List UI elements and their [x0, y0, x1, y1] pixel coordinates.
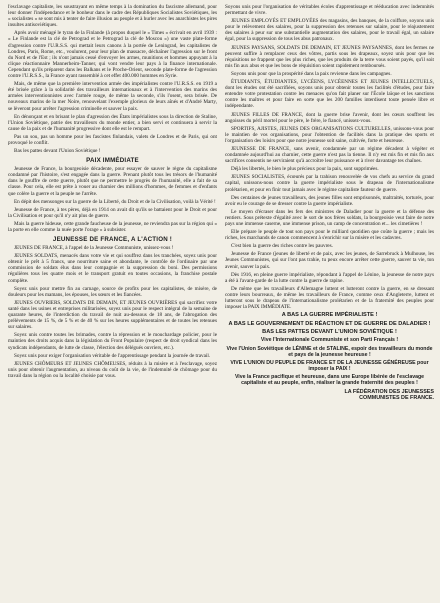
- paragraph: Mais la guerre hideuse, cette grande faucheuse de la jeunesse, ne reviendra pas sur la région qui « la porte en elle comme la nuée porte l'orage » à subsister.: [8, 220, 217, 233]
- paragraph: Déjà les libertés, le bien le plus précieux pour la paix, sont supprimées.: [231, 166, 379, 173]
- paragraph: JEUNES SOCIALISTES, écœurés par la trahison renouvelée de vos chefs au service du grand capital, unissons-nous contre la guerre impérialiste sous le drapeau de l'internationalisme prolétarien, et pour en finir tout jamais avec le régime capitaliste fauteur de guerre.: [225, 174, 434, 193]
- appeals-section: [225, 4, 434, 310]
- viva-line: Vive l'Union Soviétique de LÉNINE et de STALINE, espoir des travailleurs du monde et pays de la jeunesse heureuse !: [226, 345, 433, 358]
- slogan: A BAS LE GOUVERNEMENT DE RÉACTION ET DE GUERRE DE DALADIER !: [228, 320, 431, 327]
- intro-section: [8, 4, 217, 154]
- paragraph: JEUNES EMPLOYÉS ET EMPLOYÉES des magasins, des banques, de la coiffure, soyons unis pour le relèvement des salaires, pour la suppression des retenues sur salaire, pour le réajustement des salaires à peur sur une substantielle augmentation des salaires, pour le travail égal, un salaire égal, pour la suppression de tous les abus patronaux.: [225, 18, 434, 43]
- paragraph: Soyez unis pour exiger l'organisation véritable de l'apprentissage pendant la journée de travail.: [14, 352, 211, 359]
- paragraph: JEUNESSE DE FRANCE, sans avenir, condamnée par un régime décadent à végéter et condamnée aujourd'hui au charnier, cette guerre n'est pas la tienne. Il n'y est mis fin et mis fin aux sacrifices consentis ne serviraient qu'à accroître leur puissance et à river davantage tes chaînes.: [225, 145, 434, 165]
- slogans: [225, 312, 434, 335]
- left-column: [8, 4, 217, 601]
- paragraph: Bas les pattes devant l'Union Soviétique !: [14, 148, 101, 155]
- paragraph: C'est bien la guerre des riches contre les pauvres.: [231, 243, 333, 250]
- viva-line: Vive l'Internationale Communiste et son Parti Français !: [260, 337, 399, 344]
- slogan: A BAS LA GUERRE IMPÉRIALISTE !: [281, 312, 378, 319]
- signature-line: COMMUNISTES DE FRANCE.: [359, 395, 434, 402]
- signature-line: LA FÉDÉRATION DES JEUNESSES: [344, 389, 434, 396]
- paragraph: Dès 1916, en pleine guerre impérialiste, répondant à l'appel de Lénine, la jeunesse de notre pays a été à l'avant-garde de la lutte contre la guerre de rapine.: [225, 271, 434, 284]
- right-column: [225, 4, 434, 601]
- paragraph: JEUNES DE FRANCE, à l'appel de la Jeunesse Communiste, unissez-vous !: [14, 245, 174, 252]
- paix-section: [8, 166, 217, 233]
- paragraph: Jeunesse de France, la bourgeoisie décadente, pour essayer de sauver le règne du capitalisme condamné par l'histoire, s'est engagée dans la guerre. Prenant plutôt tous les trésors de l'humanité dans le gouffre de cette guerre, plutôt que ne permettre le progrès de l'humanité, elle a fait de sa classe. Pour cela, elle est prête à vouer au charnier des millions d'hommes, de femmes et d'enfants que colère la guerre et la peuple ne l'arrête.: [8, 166, 217, 197]
- paragraph: Soyez unis pour mettre fin au carnage, source de profits pour les capitalistes, de misère, de douleurs pour les mamans, les épouses, les sœurs et les fiancées.: [8, 285, 217, 298]
- paragraph: JEUNES SOLDATS, menacés dans votre vie et qui souffrez dans les tranchées, soyez unis pour obtenir le prêt à 5 francs, une nourriture saine et abondante, le contrôle de l'ordinaire par une commission de soldats élus dans leur compagnie et la suppression du boni. Des permissions régulières tous les quatre mois et le transport gratuit en toutes occasions, la franchise postale complète.: [8, 253, 217, 284]
- slogan: BAS LES PATTES DEVANT L'UNION SOVIÉTIQUE !: [262, 329, 397, 336]
- viva-line: Vive la France pacifique et heureuse, dans une Europe libérée de l'esclavage capitaliste et au peuple, enfin, réaliser la grande fraternité des peuples !: [234, 373, 425, 386]
- paragraph: Elle prépare le peuple de tout son pays pour le milliard quotidien que coûte la guerre ; mais les riches, les marchands de canon commencent à s'enrichir sur la misère et les cadavres.: [225, 229, 434, 242]
- paragraph: En dénonçant et en brisant le plan d'agression des États impérialistes sous la direction de Staline, l'Union Soviétique, patrie des travailleurs du monde entier, a bien servi et continuera à servir la cause de la paix et de l'humanité progressive dont elle est le rempart.: [8, 113, 217, 132]
- paragraph: l'esclavage capitaliste, les soustrayant en même temps à la domination du fascisme allemand, pour leur donner l'indépendance et le bonheur dans le cadre des Républiques Socialistes Soviétiques, les « socialistes » se sont mis à tenter de faire illusion au peuple et à hurler avec les anarchistes les pires insultes antisoviétiques.: [8, 4, 217, 29]
- viva-lines: [225, 337, 434, 386]
- paragraph: Jeunesse de France (jeunes de liberté et de paix, avec les jeunes, de Sarrebruck à Mulhouse, les Jeunes Communistes, qui sur l'ont pas trahie, tu peux encore arrêter cette guerre, sauver ta vie, ton avenir, sauver la paix.: [225, 251, 434, 270]
- paragraph: JEUNES CHÔMEURS ET JEUNES CHÔMEUSES, réduits à la misère et à l'esclavage, soyez unis pour obtenir l'augmentation, au niveau du coût de la vie, de l'indemnité de chômage pour du travail dans la région ou la localité choisie par vous.: [8, 360, 217, 379]
- section-heading-paix: PAIX IMMÉDIATE: [86, 157, 139, 165]
- paragraph: Le moyen d'écraser dans les fers des ministres de Daladier pour la guerre et la défense des rentiers. Sous prétexte d'égalité avec le sort de nos frères soldats, la bourgeoisie veut faire de notre pays une immense caserne, une immense prison, un camp de concentration et... les cimetières !: [225, 208, 434, 227]
- paragraph: Soyons unis pour que la prospérité dans la paix revienne dans les campagnes.: [231, 70, 392, 77]
- paragraph: JEUNES OUVRIERS, SOLDATS DE DEMAIN, ET JEUNES OUVRIÈRES qui sacrifiez votre santé dans les usines et entreprises militarisées, soyez unis pour le respect intégral de la semaine de quarante heures, de l'interdiction du travail de nuit au-dessous de 18 ans, de l'abrogation des prélèvements de 15 %, de 5 % et de 40 % sur les heures supplémentaires et de toutes les retenues sur salaires.: [8, 299, 217, 331]
- paragraph: Soyez unis contre toutes les brimades, contre la répression et le mouchardage policier, pour le maintien des droits acquis dans la législation du Front Populaire (respect de droit syndical dans les syndicats indépendants, de lutte de classe, l'élection des délégués ouvriers, etc.).: [8, 332, 217, 351]
- paragraph: Des centaines de jeunes travailleurs, des jeunes filles sont emprisonnés, maltraités, torturés, pour avoir eu le courage de se dresser contre la guerre impérialiste.: [225, 194, 434, 207]
- paragraph: JEUNES FILLES DE FRANCE, dont la guerre brise l'avenir, dont les cœurs souffrent les angoisses du péril mortel pour le père, le frère, le fiancé, unissez-vous.: [225, 111, 434, 124]
- action-section: [8, 245, 217, 379]
- section-heading-action: JEUNESSE DE FRANCE, A L'ACTION !: [52, 236, 173, 244]
- paragraph: En dépit des mensonges sur la guerre de la Liberté, du Droit et de la Civilisation, voilà la Vérité !: [14, 198, 216, 205]
- viva-line: VIVE L'UNION DU PEUPLE DE FRANCE ET DE LA JEUNESSE GÉNÉREUSE pour imposer la PAIX !: [230, 359, 429, 372]
- paragraph: Soyons unis pour l'organisation de véritables écoles d'apprentissage et rééducation avec indemnités permettant de vivre.: [225, 4, 434, 17]
- paragraph: Mais, de même que la première intervention armée des impérialistes contre l'U.R.S.S. en 1919 a été brisée grâce à la solidarité des travailleurs internationaux et à l'intervention des marins des armées interventionnistes avec l'armée rouge, de même la seconde, s'ils l'osent, sera brisée. De nouveaux marins de la mer Noire, renouvelant l'exemple glorieux de leurs aînés et d'André Marty, se lèveront pour arrêter l'agression criminelle et sauver la paix.: [8, 81, 217, 112]
- paragraph: Après avoir ménagé le tyran de la Finlande (à propos duquel le « Times » écrivait en avril 1939 : « Le Finlande est la clé de Petrograd et le Petrograd la clé de Moscou ») une vaste plate-forme d'agression contre l'U.R.S.S. qui mettait leurs canons à la portée de Leningrad, les capitalistes de Londres, Paris, Rome, etc., voulurent, pour leur plan de massacre, déchaîner l'agression sur le front du Nord et de l'Est ; ils n'ont jamais cessé d'envoyer les armes, munitions et hommes appuyant à la clique réactionnaire Mannerheim-Tanner, qui vont vendre leur pays à la finance internationale. Cependant qu'ils préparent dans les Balkans et le Proche-Orient, seconde plate-forme de l'agression contre l'U.R.S.S., la France ayant rassemblé à cet effet 400.000 hommes en Syrie.: [8, 30, 217, 80]
- paragraph: JEUNES PAYSANS, SOLDATS DE DEMAIN, ET JEUNES PAYSANNES, dont les fermes ne peuvent suffire à remplacer ceux des vôtres, partis sous les drapeaux, soyez unis pour que les réquisitions ne frappent que les plus riches, que les produits de la terre vous soient payés, qu'il soit mis fin aux abus et que les bons de réquisition soient rapidement remboursés.: [225, 44, 434, 69]
- paragraph: De même que les travailleurs d'Allemagne luttent et lutteront contre la guerre, en se dressant contre leurs bourreaux, de même les travailleurs de France, comme ceux d'Angleterre, luttent et lutteront sous le drapeau de l'internationalisme prolétarien et de la fraternité des peuples pour imposer la PAIX IMMÉDIATE.: [225, 285, 434, 311]
- paragraph: SPORTIFS, AJISTES, JEUNES DES ORGANISATIONS CULTURELLES, unissons-vous pour le maintien de vos organisations, pour l'obtention de facilités dans la pratique des sports et l'organisation des loisirs pour que notre jeunesse soit saine, cultivée, forte et heureuse.: [225, 125, 434, 144]
- paragraph: Pas un sou, pas un homme pour les fascistes finlandais, valets de Londres et de Paris, qui ont provoqué le conflit.: [8, 133, 217, 146]
- paragraph: ÉTUDIANTS, ÉTUDIANTES, LYCÉENS, LYCÉENNES ET JEUNES INTELLECTUELS, dont les études ont été sacrifiées, soyons unis pour obtenir toutes les facilités d'études, pour faire entendre votre protestation contre les menaces qu'on fait planer sur l'École laïque et les sanctions contre les maîtres et pour faire en sorte que les 200 familles interdisent toute pensée libre et indépendante.: [225, 79, 434, 110]
- paragraph: Jeunesse de France, à tes pères, déjà en 1914 on avait dit qu'ils se battaient pour le Droit et pour la Civilisation et pour qu'il n'y ait plus de guerre.: [8, 206, 217, 219]
- signature: [225, 389, 434, 402]
